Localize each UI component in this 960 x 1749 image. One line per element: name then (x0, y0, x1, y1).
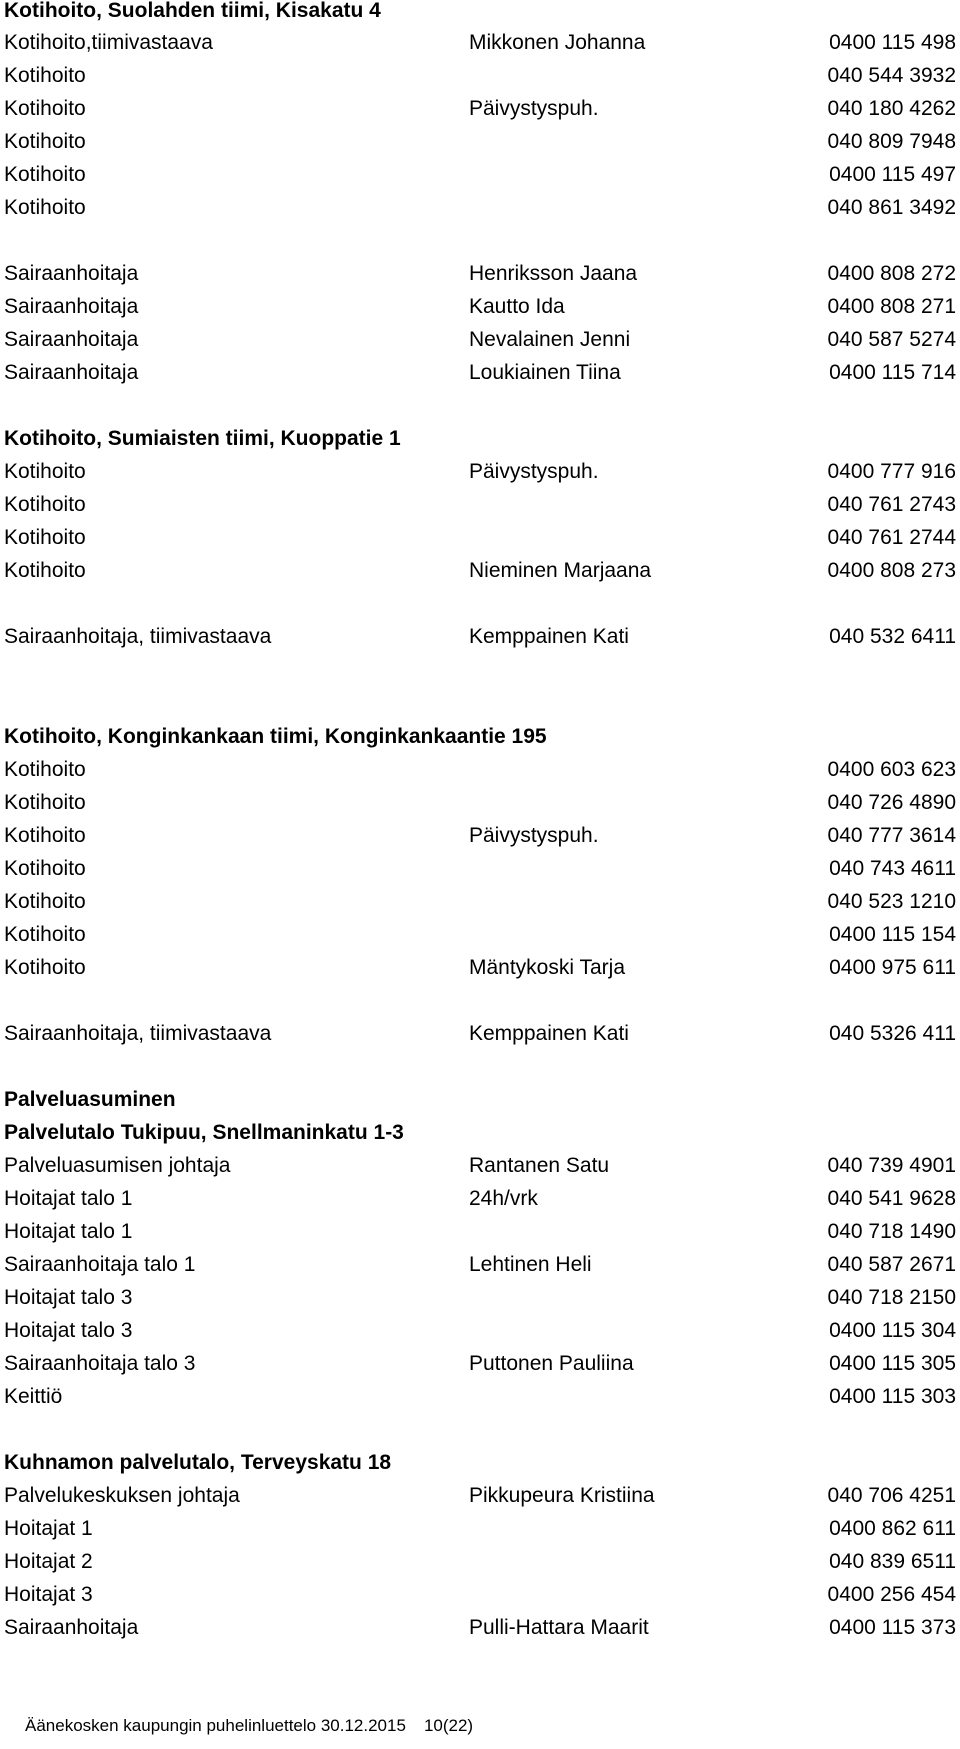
row-name: Nevalainen Jenni (469, 328, 631, 351)
directory-row (4, 158, 956, 191)
row-phone: 040 541 9628 (827, 1187, 956, 1210)
row-role: Hoitajat 3 (4, 1583, 93, 1606)
row-role: Kotihoito (4, 559, 86, 582)
row-name: Kemppainen Kati (469, 625, 629, 648)
row-name: Kemppainen Kati (469, 1022, 629, 1045)
directory-row (4, 1512, 956, 1545)
row-phone: 040 739 4901 (827, 1154, 956, 1177)
row-role: Kotihoito,tiimivastaava (4, 31, 213, 54)
directory-row (4, 191, 956, 224)
row-phone: 040 718 1490 (827, 1220, 956, 1243)
directory-row (4, 1017, 956, 1050)
row-name: Päivystyspuh. (469, 97, 599, 120)
directory-row (4, 951, 956, 984)
directory-row (4, 290, 956, 323)
directory-row (4, 521, 956, 554)
row-role: Kotihoito (4, 460, 86, 483)
row-phone: 0400 115 154 (829, 923, 956, 946)
row-name: Mäntykoski Tarja (469, 956, 626, 979)
row-name: Päivystyspuh. (469, 460, 599, 483)
row-role: Palveluasumisen johtaja (4, 1154, 231, 1177)
row-phone: 040 718 2150 (827, 1286, 956, 1309)
directory-row (4, 1578, 956, 1611)
section-heading: Kotihoito, Sumiaisten tiimi, Kuoppatie 1 (4, 427, 401, 450)
row-phone: 0400 808 273 (827, 559, 956, 582)
row-role: Kotihoito (4, 493, 86, 516)
row-phone: 040 777 3614 (827, 824, 956, 847)
row-phone: 0400 115 714 (829, 361, 956, 384)
row-role: Sairaanhoitaja (4, 295, 139, 318)
row-phone: 040 587 2671 (827, 1253, 956, 1276)
row-role: Hoitajat talo 3 (4, 1319, 133, 1342)
row-phone: 0400 115 304 (829, 1319, 956, 1342)
directory-row (4, 1182, 956, 1215)
row-phone: 040 587 5274 (827, 328, 956, 351)
row-role: Sairaanhoitaja, tiimivastaava (4, 625, 272, 648)
directory-row (4, 323, 956, 356)
row-role: Kotihoito (4, 923, 86, 946)
row-role: Kotihoito (4, 526, 86, 549)
row-role: Sairaanhoitaja, tiimivastaava (4, 1022, 272, 1045)
directory-row (4, 1281, 956, 1314)
row-phone: 040 761 2743 (827, 493, 956, 516)
directory-row (4, 1479, 956, 1512)
directory-row (4, 1248, 956, 1281)
row-phone: 040 809 7948 (827, 130, 956, 153)
row-name: Pulli-Hattara Maarit (469, 1616, 649, 1639)
directory-row (4, 1215, 956, 1248)
row-phone: 0400 115 497 (829, 163, 956, 186)
row-phone: 0400 115 373 (829, 1616, 956, 1639)
row-phone: 040 861 3492 (827, 196, 956, 219)
section-heading: Kotihoito, Konginkankaan tiimi, Konginkankaantie 195 (4, 725, 547, 748)
row-phone: 040 180 4262 (827, 97, 956, 120)
directory-row (4, 786, 956, 819)
directory-row (4, 1611, 956, 1644)
directory-row (4, 455, 956, 488)
row-phone: 040 726 4890 (827, 791, 956, 814)
row-role: Sairaanhoitaja (4, 328, 139, 351)
row-role: Hoitajat talo 3 (4, 1286, 133, 1309)
row-role: Hoitajat talo 1 (4, 1220, 133, 1243)
row-name: Pikkupeura Kristiina (469, 1484, 655, 1507)
row-role: Hoitajat 2 (4, 1550, 93, 1573)
row-name: Lehtinen Heli (469, 1253, 592, 1276)
row-name: Puttonen Pauliina (469, 1352, 634, 1375)
row-name: Nieminen Marjaana (469, 559, 652, 582)
row-phone: 040 532 6411 (829, 625, 956, 648)
directory-row (4, 488, 956, 521)
directory-row (4, 1149, 956, 1182)
row-role: Kotihoito (4, 163, 86, 186)
row-phone: 0400 808 271 (827, 295, 956, 318)
row-name: Loukiainen Tiina (469, 361, 621, 384)
footer-text: Äänekosken kaupungin puhelinluettelo 30.12.2015 (25, 1716, 406, 1735)
row-name: Rantanen Satu (469, 1154, 610, 1177)
page-footer (25, 1714, 473, 1738)
row-phone: 0400 808 272 (827, 262, 956, 285)
row-phone: 0400 256 454 (827, 1583, 956, 1606)
directory-row (4, 356, 956, 389)
page-number: 10(22) (423, 1716, 474, 1735)
section-heading: Palveluasuminen (4, 1088, 176, 1111)
row-phone: 0400 115 303 (829, 1385, 956, 1408)
directory-row (4, 852, 956, 885)
row-role: Kotihoito (4, 64, 86, 87)
directory-row (4, 819, 956, 852)
section-heading: Kotihoito, Suolahden tiimi, Kisakatu 4 (4, 0, 381, 22)
directory-row (4, 1314, 956, 1347)
directory-row (4, 125, 956, 158)
directory-row (4, 1347, 956, 1380)
row-phone: 0400 115 498 (829, 31, 956, 54)
row-phone: 040 5326 411 (829, 1022, 956, 1045)
row-role: Hoitajat talo 1 (4, 1187, 133, 1210)
row-role: Kotihoito (4, 758, 86, 781)
directory-row (4, 1380, 956, 1413)
row-phone: 0400 603 623 (827, 758, 956, 781)
row-phone: 0400 777 916 (827, 460, 956, 483)
row-role: Kotihoito (4, 890, 86, 913)
row-phone: 0400 975 611 (829, 956, 956, 979)
row-role: Keittiö (4, 1385, 63, 1408)
row-phone: 040 839 6511 (829, 1550, 956, 1573)
directory-row (4, 918, 956, 951)
directory-row (4, 92, 956, 125)
row-role: Kotihoito (4, 196, 86, 219)
directory-row (4, 753, 956, 786)
row-phone: 040 544 3932 (827, 64, 956, 87)
section-heading: Kuhnamon palvelutalo, Terveyskatu 18 (4, 1451, 392, 1474)
row-role: Sairaanhoitaja (4, 1616, 139, 1639)
row-role: Sairaanhoitaja talo 3 (4, 1352, 196, 1375)
row-phone: 0400 862 611 (829, 1517, 956, 1540)
row-role: Kotihoito (4, 130, 86, 153)
section-subheading: Palvelutalo Tukipuu, Snellmaninkatu 1-3 (4, 1121, 404, 1144)
directory-row (4, 885, 956, 918)
row-name: Kautto Ida (469, 295, 565, 318)
directory-row (4, 1545, 956, 1578)
row-role: Palvelukeskuksen johtaja (4, 1484, 240, 1507)
row-phone: 040 761 2744 (827, 526, 956, 549)
row-phone: 040 523 1210 (827, 890, 956, 913)
row-role: Kotihoito (4, 791, 86, 814)
row-name: Henriksson Jaana (469, 262, 638, 285)
row-role: Sairaanhoitaja (4, 262, 139, 285)
row-role: Sairaanhoitaja (4, 361, 139, 384)
directory-row (4, 257, 956, 290)
row-role: Hoitajat 1 (4, 1517, 93, 1540)
row-name: Päivystyspuh. (469, 824, 599, 847)
row-role: Sairaanhoitaja talo 1 (4, 1253, 196, 1276)
directory-row (4, 26, 956, 59)
row-phone: 040 743 4611 (829, 857, 956, 880)
row-name: 24h/vrk (469, 1187, 538, 1210)
row-role: Kotihoito (4, 956, 86, 979)
row-phone: 0400 115 305 (829, 1352, 956, 1375)
row-phone: 040 706 4251 (827, 1484, 956, 1507)
row-name: Mikkonen Johanna (469, 31, 646, 54)
row-role: Kotihoito (4, 857, 86, 880)
directory-row (4, 59, 956, 92)
row-role: Kotihoito (4, 97, 86, 120)
directory-row (4, 554, 956, 587)
directory-row (4, 620, 956, 653)
row-role: Kotihoito (4, 824, 86, 847)
